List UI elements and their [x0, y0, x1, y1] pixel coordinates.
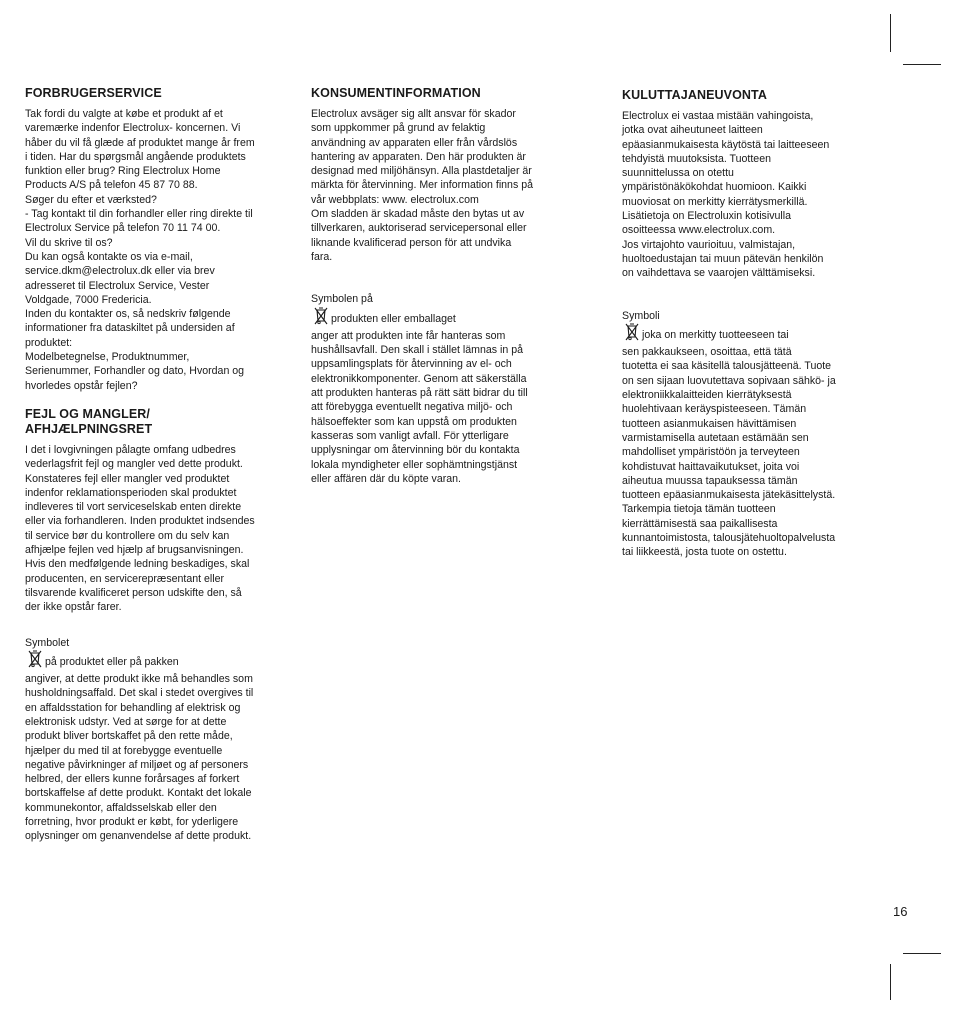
- crop-mark-top-horizontal: [903, 64, 941, 65]
- forbrugerservice-text: Tak fordi du valgte at købe et produkt af et varemærke indenfor Electrolux- koncernen. Vi håber du vil få glæde af produktet mange år frem i tiden. Har du spørgsmål angående produktets funktion eller brug? Ring Electrolux Home Products A/S på telefon 45 87 70 88. Søger du efter et værksted? - Tag kontakt til din forhandler eller ring direkte til Electrolux Service på telefon 70 11 74 00. Vil du skrive til os? Du kan også kontakte os via e-mail, service.dkm@electrolux.dk eller via brev adresseret til Electrolux Service, Vester Voldgade, 7000 Fredericia. Inden du kontakter os, så nedskriv følgende informationer fra dataskiltet på undersiden af produktet: Modelbetegnelse, Produktnummer, Serienummer, Forhandler og dato, Hvordan og hvorledes opstår fejlen?: [25, 108, 255, 392]
- finnish-weee-text: Symboli joka on merkitty tuotteeseen tai sen pakkaukseen, osoittaa, että tätä tuotetta ei saa käsitellä talousjätteenä. Tuote on sen sijaan luovutettava sopivaan sähkö- ja elektroniikkalaitteiden kierrätyksestä huolehtivaan keräyspisteeseen. Tämän tuotteen asianmukaisen hävittämisen varmistamisella autetaan estämään sen mahdolliset ympäristöön ja terveyteen kohdistuvat haittavaikutukset, joita voi aiheutua muussa tapauksessa tämän tuotteen epäasianmukaisesta jätekäsittelystä. Tarkempia tietoja tämän tuotteen kierrättämisestä saa paikallisesta kunnantoimistosta, talousjätehuoltopalvelusta tai liikkeestä, josta tuote on ostettu.: [622, 309, 836, 559]
- section-heading-konsumentinformation: KONSUMENTINFORMATION: [311, 86, 481, 100]
- konsumentinformation-text: Electrolux avsäger sig allt ansvar för skador som uppkommer på grund av felaktig användning av apparaten eller från vårdslös hantering av apparaten. Den här produkten är designad med miljöhänsyn. Alla plastdetaljer är märkta för återvinning. Mer information finns på vår webbplats: www. electrolux.com Om sladden är skadad måste den bytas ut av tillverkaren, auktoriserad servicepersonal eller liknande kvalificerad person för att undvika fara.: [311, 108, 533, 263]
- page-number: 16: [893, 904, 908, 919]
- section-heading-forbrugerservice: FORBRUGERSERVICE: [25, 86, 162, 100]
- kuluttajaneuvonta-text: Electrolux ei vastaa mistään vahingoista, jotka ovat aiheutuneet laitteen epäasianmukaisesta käytöstä tai laitteeseen tehdyistä muutoksista. Tuotteen suunnittelussa on otettu ympäristönäkökohdat huomioon. Kaikki muoviosat on merkitty kierrätysmerkillä. Lisätietoja on Electroluxin kotisivulla osoitteessa www.electrolux.com. Jos virtajohto vaurioituu, valmistajan, huoltoedustajan tai muun pätevän henkilön on vaihdettava se vaarojen välttämiseksi.: [622, 110, 830, 280]
- fejl-og-mangler-text: I det i lovgivningen pålagte omfang udbedres vederlagsfrit fejl og mangler ved dette produkt. Konstateres fejl eller mangler ved produktet indenfor reklamationsperioden skal produktet indleveres til vort serviceselskab enten direkte eller via forhandleren. Inden produktet indsendes til service bør du kontrollere om du selv kan afhjælpe fejlen ved hjælp af brugsanvisningen. Hvis den medfølgende ledning beskadiges, skal producenten, en servicerepræsentant eller tilsvarende kvalificeret person udskifte den, så der ikke opstår farer.: [25, 443, 255, 614]
- section-heading-fejl-og-mangler: FEJL OG MANGLER/ AFHJÆLPNINGSRET: [25, 406, 153, 436]
- crossed-out-wheeled-bin-icon: [27, 650, 43, 672]
- crop-mark-bottom-horizontal: [903, 953, 941, 954]
- crop-mark-top-vertical: [890, 14, 891, 52]
- section-heading-kuluttajaneuvonta: KULUTTAJANEUVONTA: [622, 88, 767, 102]
- swedish-weee-text: Symbolen på produkten eller emballaget anger att produkten inte får hanteras som hushållsavfall. Den skall i stället lämnas in på uppsamlingsplats för återvinning av el- och elektronikkomponenter. Genom att säkerställa att produkten hanteras på rätt sätt bidrar du till att förebygga eventuellt negativa miljö- och hälsoeffekter som kan uppstå om produkten kasseras som vanligt avfall. För ytterligare upplysningar om återvinning bör du kontakta lokala myndigheter eller sophämtningstjänst eller affären där du köpte varan.: [311, 293, 528, 485]
- danish-column: [25, 86, 287, 844]
- crossed-out-wheeled-bin-icon: [313, 307, 329, 329]
- crossed-out-wheeled-bin-icon: [624, 323, 640, 345]
- swedish-column: [311, 86, 573, 486]
- crop-mark-bottom-vertical: [890, 964, 891, 1000]
- danish-weee-text: Symbolet på produktet eller på pakken angiver, at dette produkt ikke må behandles som husholdningsaffald. Det skal i stedet overgives til en affaldsstation for behandling af elektrisk og elektronisk udstyr. Ved at sørge for at dette produkt bliver bortskaffet på den rette måde, hjælper du med til at forebygge eventuelle negative påvirkninger af miljøet og af personers helbred, der ellers kunne forårsages af forkert bortskaffelse af dette produkt. Kontakt det lokale kommunekontor, affaldsselskab eller den forretning, hvor produkt er købt, for yderligere oplysninger om genanvendelse af dette produkt.: [25, 636, 254, 843]
- finnish-column: [622, 88, 877, 560]
